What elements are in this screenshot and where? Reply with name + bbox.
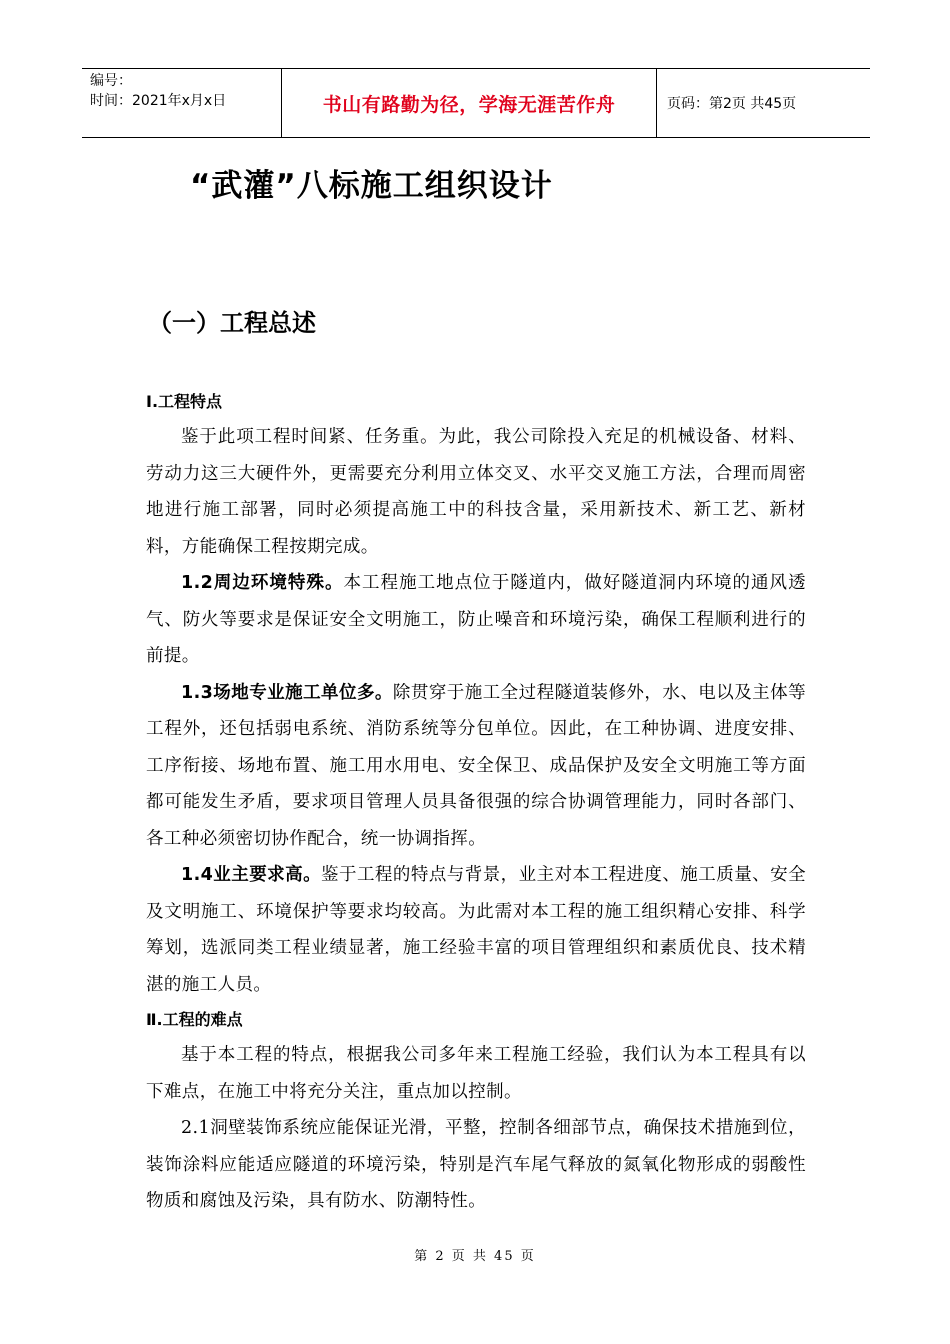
paragraph-4-body: 鉴于工程的特点与背景，业主对本工程进度、施工质量、安全及文明施工、环境保护等要求均较高。为此需对本工程的施工组织精心安排、科学筹划，选派同类工程业绩显著，施工经验丰富的项目管理组织和素质优良、技术精湛的施工人员。 [146,865,806,995]
paragraph-2-lead: 1.2周边环境特殊。 [181,573,344,593]
paragraph-4 [146,857,806,1003]
header-page-info: 页码：第2页 共45页 [667,96,797,112]
header-meta [82,69,282,137]
paragraph-2 [146,565,806,675]
paragraph-4-lead: 1.4业主要求高。 [181,865,322,885]
paragraph-6: 2.1洞壁装饰系统应能保证光滑，平整，控制各细部节点，确保技术措施到位，装饰涂料应能适应隧道的环境污染，特别是汽车尾气释放的氮氧化物形成的弱酸性物质和腐蚀及污染，具有防水、防潮特性。 [146,1118,806,1211]
serial-label: 编号： [90,73,132,89]
header-motto: 书山有路勤为径，学海无涯苦作舟 [282,69,657,137]
document-title: “武灌”八标施工组织设计 [190,168,553,204]
page-header [82,68,870,138]
document-body [146,385,806,1220]
paragraph-3 [146,675,806,858]
paragraph-3-body: 除贯穿于施工全过程隧道装修外，水、电以及主体等工程外，还包括弱电系统、消防系统等分包单位。因此，在工种协调、进度安排、工序衔接、场地布置、施工用水用电、安全保卫、成品保护及安全文明施工等方面都可能发生矛盾，要求项目管理人员具备很强的综合协调管理能力，同时各部门、各工种必须密切协作配合，统一协调指挥。 [146,682,807,849]
time-label: 时间：2021年x月x日 [90,93,227,109]
difficulties-heading: Ⅱ.工程的难点 [146,1010,243,1029]
section-title: （一）工程总述 [148,309,316,337]
paragraph-3-lead: 1.3场地专业施工单位多。 [181,682,393,703]
paragraph-2-body: 本工程施工地点位于隧道内，做好隧道洞内环境的通风透气、防火等要求是保证安全文明施工，防止噪音和环境污染，确保工程顺利进行的前提。 [146,573,806,666]
paragraph-5: 基于本工程的特点，根据我公司多年来工程施工经验，我们认为本工程具有以下难点，在施工中将充分关注，重点加以控制。 [146,1045,806,1102]
features-heading: Ⅰ.工程特点 [146,392,223,411]
page-footer: 第 2 页 共 45 页 [414,1249,536,1264]
paragraph-1: 鉴于此项工程时间紧、任务重。为此，我公司除投入充足的机械设备、材料、劳动力这三大硬件外，更需要充分利用立体交叉、水平交叉施工方法，合理而周密地进行施工部署，同时必须提高施工中的科技含量，采用新技术、新工艺、新材料，方能确保工程按期完成。 [146,427,806,557]
